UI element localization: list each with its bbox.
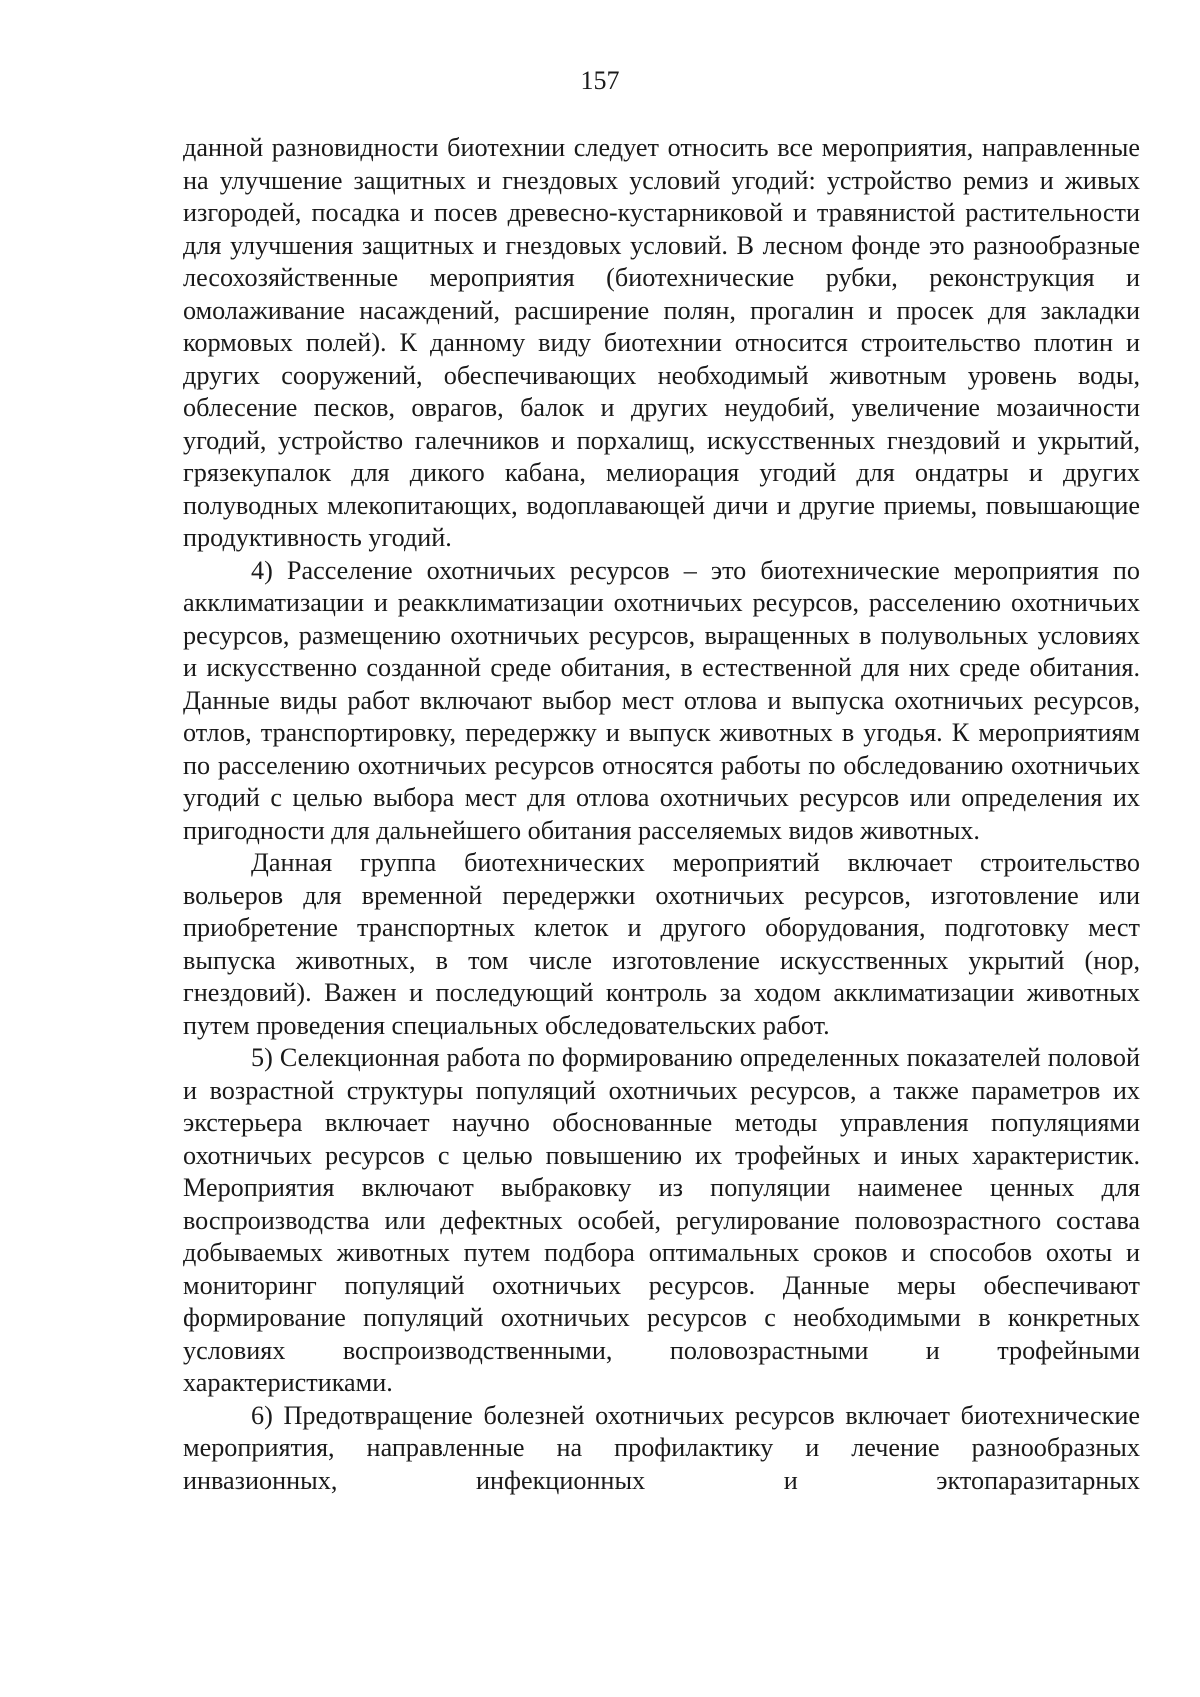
paragraph-biotechnics-protective: данной разновидности биотехнии следует относить все мероприятия, направленные на улучшение защитных и гнездовых условий угодий: устройство ремиз и живых изгородей, посадка и посев древесно-кустарниковой и травянистой растительности для улучшения защитных и гнездовых условий. В лесном фонде это разнообразные лесохозяйственные мероприятия (биотехнические рубки, реконструкция и омолаживание насаждений, расширение полян, прогалин и просек для закладки кормовых полей). К данному виду биотехнии относится строительство плотин и других сооружений, обеспечивающих необходимый животным уровень воды, облесение песков, оврагов, балок и других неудобий, увеличение мозаичности угодий, устройство галечников и порхалищ, искусственных гнездовий и укрытий, грязекупалок для дикого кабана, мелиорация угодий для ондатры и других полуводных млекопитающих, водоплавающей дичи и другие приемы, повышающие продуктивность угодий.	[183, 133, 1140, 552]
paragraph-resettlement: 4) Расселение охотничьих ресурсов – это биотехнические мероприятия по акклиматизации и реакклиматизации охотничьих ресурсов, расселению охотничьих ресурсов, размещению охотничьих ресурсов, выращенных в полувольных условиях и искусственно созданной среде обитания, в естественной для них среде обитания. Данные виды работ включают выбор мест отлова и выпуска охотничьих ресурсов, отлов, транспортировку, передержку и выпуск животных в угодья. К мероприятиям по расселению охотничьих ресурсов относятся работы по обследованию охотничьих угодий с целью выбора мест для отлова охотничьих ресурсов или определения их пригодности для дальнейшего обитания расселяемых видов животных.	[183, 555, 1140, 845]
page-number: 157	[580, 66, 620, 95]
paragraph-enclosures: Данная группа биотехнических мероприятий включает строительство вольеров для временной передержки охотничьих ресурсов, изготовление или приобретение транспортных клеток и другого оборудования, подготовку мест выпуска животных, в том числе изготовление искусственных укрытий (нор, гнездовий). Важен и последующий контроль за ходом акклиматизации животных путем проведения специальных обследовательских работ.	[183, 848, 1140, 1040]
body-text	[183, 132, 1140, 1497]
paragraph-selection-work: 5) Селекционная работа по формированию определенных показателей половой и возрастной структуры популяций охотничьих ресурсов, а также параметров их экстерьера включает научно обоснованные методы управления популяциями охотничьих ресурсов с целью повышению их трофейных и иных характеристик. Мероприятия включают выбраковку из популяции наименее ценных для воспроизводства или дефектных особей, регулирование половозрастного состава добываемых животных путем подбора оптимальных сроков и способов охоты и мониторинг популяций охотничьих ресурсов. Данные меры обеспечивают формирование популяций охотничьих ресурсов с необходимыми в конкретных условиях воспроизводственными, половозрастными и трофейными характеристиками.	[183, 1043, 1140, 1397]
paragraph-disease-prevention: 6) Предотвращение болезней охотничьих ресурсов включает биотехнические мероприятия, направленные на профилактику и лечение разнообразных инвазионных, инфекционных и эктопаразитарных	[183, 1400, 1140, 1495]
